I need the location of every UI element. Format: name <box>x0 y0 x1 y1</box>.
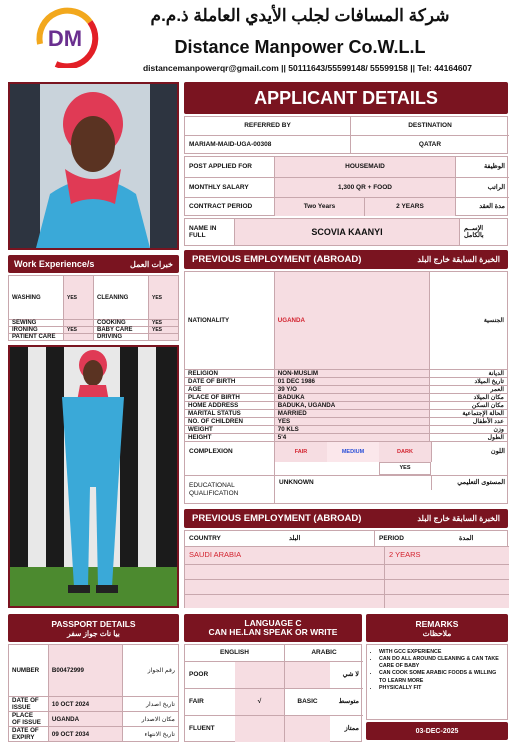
personal-arabic: مكان الميلاد <box>430 394 508 402</box>
personal-row <box>185 434 508 442</box>
arabic-poor-box <box>285 661 330 688</box>
complexion-label: COMPLEXION <box>185 442 275 462</box>
poor-arabic: لا شي <box>330 661 363 688</box>
passport-value: 10 OCT 2024 <box>48 697 123 712</box>
personal-row <box>185 402 508 410</box>
passport-row <box>9 645 179 697</box>
education-row <box>184 476 508 504</box>
personal-arabic: وزن <box>430 426 508 434</box>
language-title-1: LANGUAGE C <box>244 617 302 628</box>
personal-value: UGANDA <box>274 272 429 370</box>
passport-arabic: رقم الجواز <box>123 645 179 697</box>
complexion-fair: FAIR <box>275 442 327 462</box>
skill-name: IRONING <box>9 327 64 334</box>
education-label-line2: QUALIFICATION <box>189 489 239 497</box>
passport-label <box>9 727 49 742</box>
passport-value: 09 OCT 2034 <box>48 727 123 742</box>
basic-arabic: متوسط <box>330 688 363 715</box>
skill-name: CLEANING <box>94 276 149 320</box>
personal-row <box>185 386 508 394</box>
basic-label: BASIC <box>285 688 330 715</box>
skill-name: DRIVING <box>94 334 149 341</box>
ref-code: MARIAM-MAID-UGA-00308 <box>185 135 351 154</box>
period-label: PERIOD <box>379 534 404 542</box>
logo-text: DM <box>47 26 83 51</box>
prev-row-empty-3b <box>385 594 509 608</box>
skill-value: YES <box>149 320 179 327</box>
personal-label: RELIGION <box>185 370 275 378</box>
complexion-selected: YES <box>379 462 431 475</box>
passport-arabic: مكان الاصدار <box>123 712 179 727</box>
passport-label-line2: EXPIRY <box>12 734 35 741</box>
personal-value: 70 KLS <box>274 426 429 434</box>
contract-value-2: 2 YEARS <box>365 197 455 216</box>
personal-label: HOME ADDRESS <box>185 402 275 410</box>
applicant-photo-portrait <box>8 82 179 250</box>
english-poor-box <box>235 661 285 688</box>
passport-label-line2: ISSUE <box>12 704 31 711</box>
complexion-dark: DARK <box>379 442 431 462</box>
personal-arabic: عدد الأطفال <box>430 418 508 426</box>
personal-label: AGE <box>185 386 275 394</box>
personal-value: 5'4 <box>274 434 429 442</box>
passport-arabic: تاريخ اصدار <box>123 697 179 712</box>
remark-item: • CAN COOK SOME ARABIC FOODS & WILLING TO LEARN MORE <box>379 670 502 684</box>
personal-details-table <box>184 271 508 442</box>
personal-value: NON-MUSLIM <box>274 370 429 378</box>
passport-label <box>9 712 49 727</box>
prev-employment-table <box>184 530 508 608</box>
name-arabic-line2: بالكامل <box>464 232 484 239</box>
arabic-label: ARABIC <box>311 649 337 657</box>
personal-value: MARRIED <box>274 410 429 418</box>
passport-row <box>9 712 179 727</box>
personal-arabic: الحالة الإجتماعية <box>430 410 508 418</box>
passport-row <box>9 697 179 712</box>
applicant-name: SCOVIA KAANYI <box>235 219 459 245</box>
remark-item: • PHYSICALLY FIT <box>379 685 502 692</box>
personal-section-title-ar: الخبرة السابقة خارج البلد <box>417 255 500 264</box>
skill-name: COOKING <box>94 320 149 327</box>
passport-label-line1: NUMBER <box>12 667 40 674</box>
education-label <box>185 476 275 503</box>
complexion-medium: MEDIUM <box>327 442 379 462</box>
skill-name: SEWING <box>9 320 64 327</box>
name-label-line1: NAME IN <box>189 224 217 232</box>
skill-name: BABY CARE <box>94 327 149 334</box>
skill-value: YES <box>64 327 94 334</box>
personal-row <box>185 418 508 426</box>
personal-label: MARITAL STATUS <box>185 410 275 418</box>
passport-arabic: تاريخ الانتهاء <box>123 727 179 742</box>
complexion-arabic: اللون <box>431 442 509 462</box>
country-arabic: البلد <box>285 531 375 546</box>
remarks-title-ar: ملاحظات <box>422 628 452 638</box>
english-label: ENGLISH <box>185 645 285 661</box>
passport-row <box>9 727 179 742</box>
work-experience-title-ar: خبرات العمل <box>130 259 173 269</box>
prev-row-empty-3 <box>185 594 385 608</box>
personal-arabic: العمر <box>430 386 508 394</box>
passport-header <box>8 614 179 642</box>
language-header <box>184 614 362 642</box>
skill-value <box>64 334 94 341</box>
passport-label-line1: DATE OF <box>12 697 39 704</box>
work-experience-row <box>9 320 179 327</box>
prev-row-empty-1b <box>385 564 509 579</box>
personal-row <box>185 378 508 386</box>
complexion-spacer <box>185 462 275 475</box>
personal-label: NATIONALITY <box>185 272 275 370</box>
period-arabic: المدة <box>459 534 474 542</box>
prev-row-empty-1 <box>185 564 385 579</box>
fair-label: FAIR <box>185 688 235 715</box>
prev-period: 2 YEARS <box>385 546 509 564</box>
personal-value: 39 Y/O <box>274 386 429 394</box>
salary-arabic: الراتب <box>455 177 509 197</box>
skill-name: PATIENT CARE <box>9 334 64 341</box>
english-fluent-box <box>235 715 285 742</box>
personal-arabic: الديانة <box>430 370 508 378</box>
contract-value-1: Two Years <box>275 197 365 216</box>
prev-employment-header <box>184 509 508 528</box>
remark-item: • WITH GCC EXPERIENCE <box>379 649 502 656</box>
personal-label: DATE OF BIRTH <box>185 378 275 386</box>
company-name: Distance Manpower Co.W.L.L <box>174 37 426 57</box>
prev-row-empty-2b <box>385 579 509 594</box>
education-value: UNKNOWN <box>279 479 314 487</box>
contract-label: CONTRACT PERIOD <box>185 197 275 216</box>
english-fair-mark: √ <box>235 688 285 715</box>
skill-value <box>149 334 179 341</box>
personal-label: HEIGHT <box>185 434 275 442</box>
salary-value: 1,300 QR + FOOD <box>275 177 455 197</box>
work-experience-row <box>9 334 179 341</box>
remarks-list <box>379 649 502 692</box>
personal-row <box>185 370 508 378</box>
passport-table <box>8 644 179 742</box>
destination-value: QATAR <box>351 135 509 154</box>
post-table <box>184 156 508 216</box>
remarks-date: 03-DEC-2025 <box>366 722 508 740</box>
personal-row <box>185 410 508 418</box>
work-experience-row <box>9 327 179 334</box>
company-arabic-name: شركة المسافات لجلب الأيدي العاملة ذ.م.م <box>150 6 450 25</box>
skill-value: YES <box>149 327 179 334</box>
personal-arabic: تاريخ الميلاد <box>430 378 508 386</box>
destination-label: DESTINATION <box>408 122 452 130</box>
passport-label-line2: OF ISSUE <box>12 719 41 726</box>
passport-label <box>9 697 49 712</box>
language-table <box>184 644 362 742</box>
work-experience-title: Work Experience/s <box>14 259 95 269</box>
personal-row <box>185 426 508 434</box>
remarks-title: REMARKS <box>415 618 459 629</box>
remarks-box <box>366 644 508 720</box>
company-logo <box>28 4 102 68</box>
post-label: POST APPLIED FOR <box>185 157 275 177</box>
prev-employment-title-ar: الخبرة السابقة خارج البلد <box>417 514 500 523</box>
personal-row <box>185 272 508 370</box>
personal-arabic: الجنسية <box>430 272 508 370</box>
personal-row <box>185 394 508 402</box>
language-title-2: CAN HE.LAN SPEAK OR WRITE <box>208 627 338 637</box>
passport-value: UGANDA <box>48 712 123 727</box>
skill-value <box>64 320 94 327</box>
personal-value: BADUKA <box>274 394 429 402</box>
passport-label-line1: PLACE <box>12 712 33 719</box>
passport-value: B00472999 <box>48 645 123 697</box>
skill-value: YES <box>64 276 94 320</box>
arabic-fluent-box <box>285 715 330 742</box>
name-row <box>184 218 508 246</box>
poor-label: POOR <box>185 661 235 688</box>
passport-label <box>9 645 49 697</box>
name-arabic <box>459 219 509 245</box>
skill-value: YES <box>149 276 179 320</box>
education-label-line1: EDUCATIONAL <box>189 482 235 490</box>
name-arabic-line1: الإســم <box>464 224 484 232</box>
post-arabic: الوظيفة <box>455 157 509 177</box>
contract-arabic: مدة العقد <box>455 197 509 216</box>
remarks-header <box>366 614 508 642</box>
personal-label: WEIGHT <box>185 426 275 434</box>
education-arabic: المستوى التعليمي <box>431 476 509 490</box>
work-experience-row <box>9 276 179 320</box>
passport-label-line1: DATE OF <box>12 727 39 734</box>
personal-section-header <box>184 250 508 269</box>
personal-arabic: الطول <box>430 434 508 442</box>
complexion-row <box>184 442 508 476</box>
remark-item: • CAN DO ALL AROUND CLEANING & CAN TAKE CARE OF BABY <box>379 656 502 670</box>
personal-label: PLACE OF BIRTH <box>185 394 275 402</box>
country-label: COUNTRY <box>189 534 221 542</box>
prev-country: SAUDI ARABIA <box>185 546 385 564</box>
skill-name: WASHING <box>9 276 64 320</box>
work-experience-table <box>8 275 179 341</box>
contact-line: distancemanpowerqr@gmail.com || 50111643/55599148/ 55599158 || Tel: 44164607 <box>142 63 473 73</box>
personal-value: YES <box>274 418 429 426</box>
name-label-line2: FULL <box>189 232 206 239</box>
passport-title: PASSPORT DETAILS <box>51 618 136 629</box>
referral-table <box>184 116 508 154</box>
referred-by-label: REFERRED BY <box>185 117 351 135</box>
passport-title-ar: بيا نات جواز سفر <box>67 628 120 638</box>
prev-employment-title: PREVIOUS EMPLOYMENT (ABROAD) <box>192 513 362 524</box>
name-label <box>185 219 235 245</box>
personal-value: BADUKA, UGANDA <box>274 402 429 410</box>
personal-section-title: PREVIOUS EMPLOYMENT (ABROAD) <box>192 254 362 265</box>
salary-label: MONTHLY SALARY <box>185 177 275 197</box>
applicant-photo-full <box>8 345 179 608</box>
personal-value: 01 DEC 1986 <box>274 378 429 386</box>
page-title: APPLICANT DETAILS <box>184 82 508 114</box>
fluent-arabic: ممتاز <box>330 715 363 742</box>
fluent-label: FLUENT <box>185 715 235 742</box>
personal-arabic: مكان السكن <box>430 402 508 410</box>
post-value: HOUSEMAID <box>275 157 455 177</box>
prev-row-empty-2 <box>185 579 385 594</box>
work-experience-header <box>8 255 179 273</box>
personal-label: NO. OF CHILDREN <box>185 418 275 426</box>
